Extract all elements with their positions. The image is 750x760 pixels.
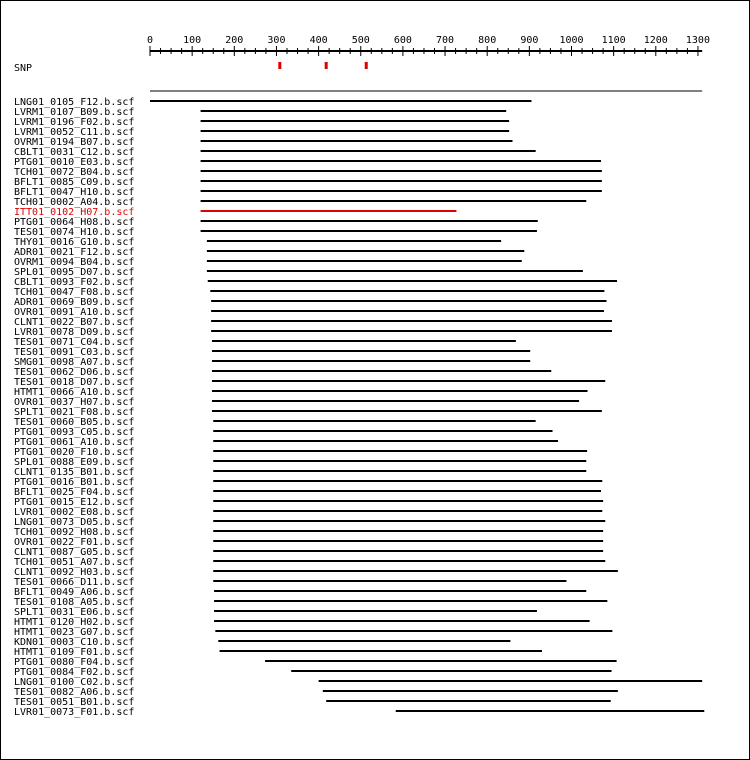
read-label: SPLT1_0021_F08.b.scf: [14, 407, 135, 418]
read-label: SPLT1_0031_E06.b.scf: [14, 607, 135, 618]
read-label: LVR01_0002_E08.b.scf: [14, 507, 135, 518]
read-label: LVR01_0078_D09.b.scf: [14, 327, 135, 338]
ruler-tick-label: 900: [520, 35, 539, 46]
ruler-tick-label: 200: [225, 35, 244, 46]
ruler-tick-labels: [147, 35, 710, 46]
read-label: TES01_0074_H10.b.scf: [14, 227, 135, 238]
read-label: PTG01_0064_H08.b.scf: [14, 217, 135, 228]
read-label: CBLT1_0093_F02.b.scf: [14, 277, 135, 288]
read-label: BFLT1_0085_C09.b.scf: [14, 177, 135, 188]
read-label: LVRM1_0052_C11.b.scf: [14, 127, 135, 138]
ruler-tick-label: 300: [267, 35, 286, 46]
read-label: PTG01_0020_F10.b.scf: [14, 447, 135, 458]
read-label: OVR01_0037_H07.b.scf: [14, 397, 135, 408]
read-label: TCH01_0092_H08.b.scf: [14, 527, 135, 538]
read-label: BFLT1_0025_F04.b.scf: [14, 487, 135, 498]
read-label: TCH01_0072_B04.b.scf: [14, 167, 135, 178]
read-label: PTG01_0061_A10.b.scf: [14, 437, 135, 448]
read-label: CBLT1_0031_C12.b.scf: [14, 147, 135, 158]
ruler-tick-label: 0: [146, 35, 154, 46]
read-label: OVRM1_0194_B07.b.scf: [14, 137, 135, 148]
snp-track: [14, 62, 368, 74]
read-label: ADR01_0069_B09.b.scf: [14, 297, 135, 308]
read-label: LVRM1_0107_B09.b.scf: [14, 107, 135, 118]
read-label: TES01_0071_C04.b.scf: [14, 337, 135, 348]
read-label: THY01_0016_G10.b.scf: [14, 237, 135, 248]
read-label: CLNT1_0087_G05.b.scf: [14, 547, 135, 558]
read-label: CLNT1_0092_H03.b.scf: [14, 567, 135, 578]
read-label: PTG01_0080_F04.b.scf: [14, 657, 135, 668]
read-label: LNG01_0105_F12.b.scf: [14, 97, 135, 108]
read-label: KDN01_0003_C10.b.scf: [14, 637, 135, 648]
read-label: TCH01_0051_A07.b.scf: [14, 557, 135, 568]
ruler-tick-label: 100: [183, 35, 202, 46]
ruler-tick-label: 1000: [559, 35, 584, 46]
read-label: LVR01_0073_F01.b.scf: [14, 707, 135, 718]
ruler-tick-label: 700: [436, 35, 455, 46]
read-label: TES01_0108_A05.b.scf: [14, 597, 135, 608]
read-label: HTMT1_0120_H02.b.scf: [14, 617, 135, 628]
read-bars: [150, 101, 704, 711]
snp-marker: [365, 62, 368, 69]
read-label: HTMT1_0023_G07.b.scf: [14, 627, 135, 638]
ruler-tick-label: 1100: [601, 35, 626, 46]
read-label: PTG01_0093_C05.b.scf: [14, 427, 135, 438]
read-label: SPL01_0095_D07.b.scf: [14, 267, 135, 278]
read-label: OVRM1_0094_B04.b.scf: [14, 257, 135, 268]
read-label: CLNT1_0022_B07.b.scf: [14, 317, 135, 328]
read-label: LNG01_0073_D05.b.scf: [14, 517, 135, 528]
ruler-tick-label: 500: [351, 35, 370, 46]
read-label: SMG01_0098_A07.b.scf: [14, 357, 135, 368]
read-label: TES01_0066_D11.b.scf: [14, 577, 135, 588]
read-label: HTMT1_0066_A10.b.scf: [14, 387, 135, 398]
read-label: PTG01_0010_E03.b.scf: [14, 157, 135, 168]
read-label: TES01_0091_C03.b.scf: [14, 347, 135, 358]
read-label: ITT01_0102_H07.b.scf: [14, 207, 135, 218]
snp-marker: [278, 62, 281, 69]
alignment-canvas: [1, 1, 749, 759]
read-label: BFLT1_0047_H10.b.scf: [14, 187, 135, 198]
ruler-tick-label: 1300: [685, 35, 710, 46]
ruler-tick-label: 1200: [643, 35, 668, 46]
read-label: ADR01_0021_F12.b.scf: [14, 247, 135, 258]
ruler-tick-label: 600: [393, 35, 412, 46]
read-label: SPL01_0088_E09.b.scf: [14, 457, 135, 468]
read-label: LVRM1_0196_F02.b.scf: [14, 117, 135, 128]
read-label: TCH01_0002_A04.b.scf: [14, 197, 135, 208]
read-label: PTG01_0015_E12.b.scf: [14, 497, 135, 508]
read-label: HTMT1_0109_F01.b.scf: [14, 647, 135, 658]
read-label: PTG01_0084_F02.b.scf: [14, 667, 135, 678]
read-label: TCH01_0047_F08.b.scf: [14, 287, 135, 298]
read-label: CLNT1_0135_B01.b.scf: [14, 467, 135, 478]
read-label: TES01_0062_D06.b.scf: [14, 367, 135, 378]
read-label: BFLT1_0049_A06.b.scf: [14, 587, 135, 598]
read-label: OVR01_0022_F01.b.scf: [14, 537, 135, 548]
position-ruler: [150, 46, 702, 56]
read-label: PTG01_0016_B01.b.scf: [14, 477, 135, 488]
read-labels: [14, 97, 134, 718]
read-label: TES01_0051_B01.b.scf: [14, 697, 135, 708]
ruler-tick-label: 800: [478, 35, 497, 46]
snp-marker: [325, 62, 328, 69]
read-label: TES01_0060_B05.b.scf: [14, 417, 135, 428]
read-label: TES01_0018_D07.b.scf: [14, 377, 135, 388]
snp-label: SNP: [14, 63, 33, 74]
read-label: LNG01_0100_C02.b.scf: [14, 677, 135, 688]
ruler-tick-label: 400: [309, 35, 328, 46]
read-label: OVR01_0091_A10.b.scf: [14, 307, 135, 318]
read-label: TES01_0082_A06.b.scf: [14, 687, 135, 698]
